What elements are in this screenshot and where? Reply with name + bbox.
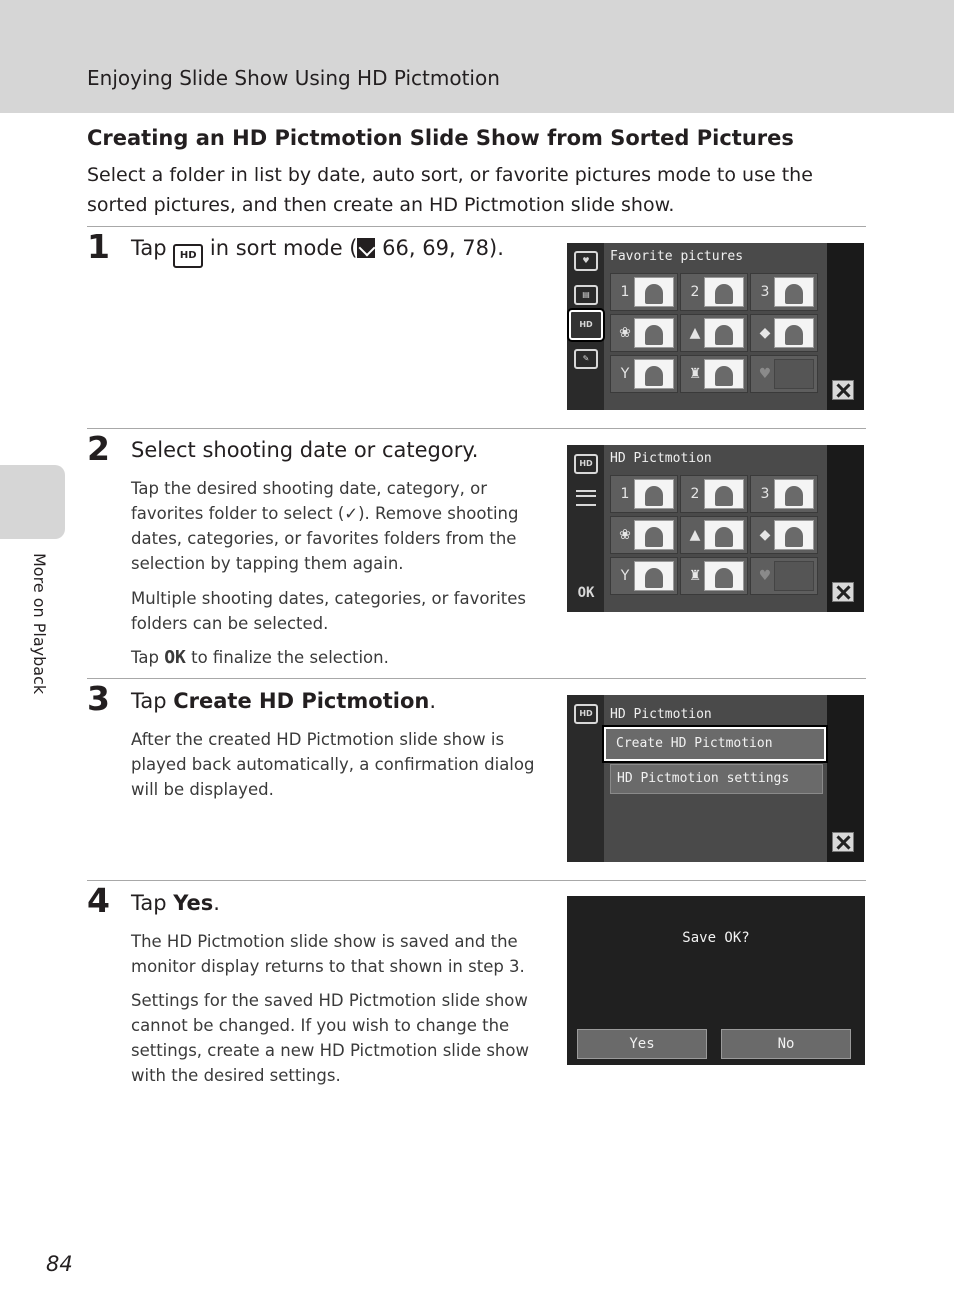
close-icon[interactable] <box>832 832 854 852</box>
hd-pictmotion-icon: HD <box>574 454 598 474</box>
screen-title: HD Pictmotion <box>610 451 712 466</box>
folder-cell[interactable]: 2 <box>680 273 748 311</box>
running-head: Enjoying Slide Show Using HD Pictmotion <box>87 66 500 90</box>
screen-title: Favorite pictures <box>610 249 744 264</box>
step-4-paragraph: Settings for the saved HD Pictmotion slide show cannot be changed. If you wish to change the settings, create a new HD Pictmotion slide show with the desired settings. <box>131 991 529 1085</box>
screen-favorite-pictures <box>567 243 864 410</box>
divider <box>87 226 866 227</box>
folder-cell[interactable]: 3 <box>750 475 818 513</box>
step-2-paragraph: Multiple shooting dates, categories, or favorites folders can be selected. <box>131 589 527 633</box>
hd-pictmotion-icon: HD <box>574 704 598 724</box>
step-1-number: 1 <box>87 227 110 266</box>
hd-pictmotion-icon: HD <box>173 244 203 268</box>
folder-cell[interactable]: ♥ <box>750 355 818 393</box>
side-tab <box>0 465 65 539</box>
folder-cell[interactable]: ❀ <box>610 516 678 554</box>
favorites-icon[interactable]: ♥ <box>574 251 598 271</box>
step-2-paragraph: Tap OK to finalize the selection. <box>131 647 389 668</box>
folder-cell[interactable]: ▲ <box>680 314 748 352</box>
create-hd-pictmotion-button[interactable]: Create HD Pictmotion <box>604 727 826 761</box>
section-title: Creating an HD Pictmotion Slide Show from Sorted Pictures <box>87 126 794 150</box>
header-band <box>0 0 954 113</box>
screen-save-dialog <box>567 896 865 1065</box>
close-icon[interactable] <box>832 582 854 602</box>
screen-hd-pictmotion-menu <box>567 695 864 862</box>
folder-cell[interactable]: ♜ <box>680 557 748 595</box>
side-tab-label: More on Playback <box>30 553 49 695</box>
folder-cell[interactable]: 1 <box>610 273 678 311</box>
no-button[interactable]: No <box>721 1029 851 1059</box>
folder-cell[interactable]: 3 <box>750 273 818 311</box>
yes-button[interactable]: Yes <box>577 1029 707 1059</box>
close-icon[interactable] <box>832 380 854 400</box>
folder-cell[interactable]: ◆ <box>750 516 818 554</box>
step-4-title: Tap Yes. <box>131 891 220 915</box>
folder-cell[interactable]: Y <box>610 355 678 393</box>
section-intro: Select a folder in list by date, auto sort, or favorite pictures mode to use the sorted pictures, and then create an HD Pictmotion slide show. <box>87 164 813 216</box>
step-2-title: Select shooting date or category. <box>131 438 479 462</box>
step-2-paragraph: Tap the desired shooting date, category, or favorites folder to select (✓). Remove shooting dates, categories, or favorites folders from the selection by tapping them again. <box>131 479 519 573</box>
folder-cell[interactable]: ❀ <box>610 314 678 352</box>
reference-icon <box>357 238 375 258</box>
print-icon[interactable]: ▤ <box>574 285 598 305</box>
dialog-message: Save OK? <box>682 930 750 946</box>
folder-cell[interactable]: ♜ <box>680 355 748 393</box>
folder-cell[interactable]: 2 <box>680 475 748 513</box>
step-2-number: 2 <box>87 429 110 468</box>
folder-cell[interactable]: 1 <box>610 475 678 513</box>
ok-icon: OK <box>164 647 186 668</box>
folder-cell[interactable]: Y <box>610 557 678 595</box>
screen-hd-pictmotion-select <box>567 445 864 612</box>
hd-pictmotion-icon[interactable]: HD <box>569 310 603 340</box>
divider <box>87 880 866 881</box>
edit-icon[interactable]: ✎ <box>574 349 598 369</box>
ok-button[interactable]: OK <box>577 585 595 601</box>
screen-title: HD Pictmotion <box>610 707 712 722</box>
folder-cell[interactable]: ▲ <box>680 516 748 554</box>
folder-cell[interactable]: ♥ <box>750 557 818 595</box>
step-3-title: Tap Create HD Pictmotion. <box>131 689 437 713</box>
step-3-number: 3 <box>87 679 110 718</box>
divider <box>87 428 866 429</box>
step-3-paragraph: After the created HD Pictmotion slide show is played back automatically, a confirmation dialog will be displayed. <box>131 730 535 799</box>
checkmark-icon: ✓ <box>344 504 359 523</box>
hd-pictmotion-settings-button[interactable]: HD Pictmotion settings <box>610 764 823 794</box>
step-4-number: 4 <box>87 881 110 920</box>
step-4-paragraph: The HD Pictmotion slide show is saved and the monitor display returns to that shown in step 3. <box>131 932 525 976</box>
page-number: 84 <box>46 1252 73 1276</box>
divider <box>87 678 866 679</box>
step-1-title: Tap HD in sort mode ( 66, 69, 78). <box>131 236 504 268</box>
list-icon[interactable] <box>574 487 598 507</box>
folder-cell[interactable]: ◆ <box>750 314 818 352</box>
